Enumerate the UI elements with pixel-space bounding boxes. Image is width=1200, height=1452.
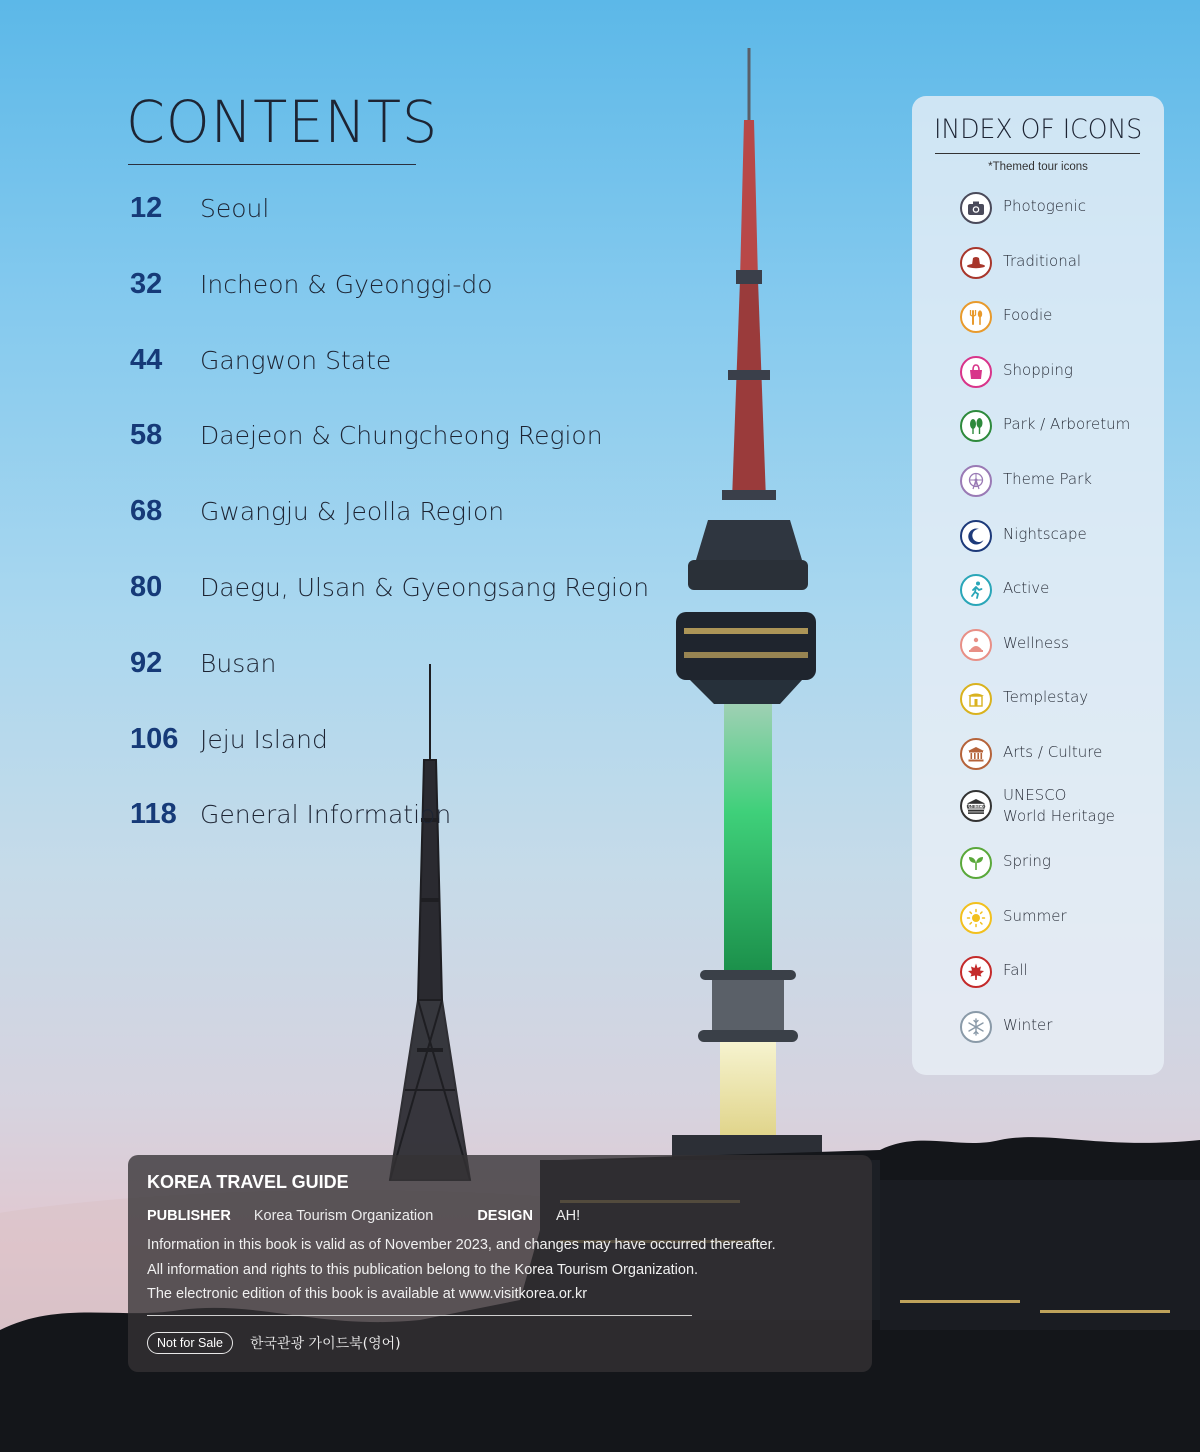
contents-title-underline xyxy=(128,164,416,165)
unesco-icon-text: UNESCO xyxy=(966,803,986,809)
table-of-contents xyxy=(130,192,650,874)
moon-icon xyxy=(960,520,992,552)
rights-note: All information and rights to this publication belong to the Korea Tourism Organization. xyxy=(147,1261,699,1278)
toc-page-number: 106 xyxy=(130,722,179,755)
contents-title: CONTENTS xyxy=(126,88,439,156)
unesco-icon xyxy=(960,790,992,822)
toc-item-incheon[interactable] xyxy=(130,268,650,344)
toc-label: Daejeon & Chungcheong Region xyxy=(200,421,603,451)
toc-page-number: 32 xyxy=(130,267,163,300)
icon-row-winter xyxy=(960,1011,1160,1047)
icon-label: Arts / Culture xyxy=(1003,743,1103,761)
icon-label: Traditional xyxy=(1003,251,1082,270)
publisher-value: Korea Tourism Organization xyxy=(253,1208,434,1224)
toc-label: General Information xyxy=(200,800,452,830)
icon-label xyxy=(1003,785,1115,827)
toc-label: Gangwon State xyxy=(200,345,392,375)
spa-icon xyxy=(960,629,992,661)
gat-hat-icon xyxy=(960,247,992,279)
icon-row-nightscape xyxy=(960,520,1160,556)
design-value: AH! xyxy=(555,1208,581,1224)
toc-item-jeju[interactable] xyxy=(130,723,650,799)
icon-row-arts-culture xyxy=(960,738,1160,774)
icon-label: Nightscape xyxy=(1003,524,1087,543)
icon-row-spring xyxy=(960,847,1160,883)
toc-item-seoul[interactable] xyxy=(130,192,650,268)
shopping-bag-icon xyxy=(960,356,992,388)
footer-divider xyxy=(147,1315,692,1316)
guide-title: KOREA TRAVEL GUIDE xyxy=(147,1172,349,1192)
toc-label: Gwangju & Jeolla Region xyxy=(200,497,505,527)
icon-row-unesco xyxy=(960,786,1160,826)
footer-notes xyxy=(147,1233,776,1307)
runner-icon xyxy=(960,574,992,606)
icon-label: Summer xyxy=(1003,906,1067,925)
icon-label: Shopping xyxy=(1003,360,1073,379)
icon-label: Spring xyxy=(1003,852,1051,871)
toc-item-busan[interactable] xyxy=(130,647,650,723)
icon-row-traditional xyxy=(960,247,1160,283)
toc-page-number: 80 xyxy=(130,570,163,603)
validity-note: Information in this book is valid as of November 2023, and changes may have occurred thereafter. xyxy=(147,1237,776,1253)
icon-row-photogenic xyxy=(960,192,1160,228)
icon-label: Fall xyxy=(1003,961,1028,980)
not-for-sale-badge: Not for Sale xyxy=(147,1332,233,1354)
credits-row xyxy=(147,1208,580,1224)
temple-icon xyxy=(960,683,992,715)
toc-label: Jeju Island xyxy=(200,724,328,754)
toc-label: Daegu, Ulsan & Gyeongsang Region xyxy=(200,572,650,602)
toc-page-number: 68 xyxy=(130,495,163,528)
ferris-wheel-icon xyxy=(960,465,992,497)
toc-page-number: 58 xyxy=(130,419,163,452)
icon-row-wellness xyxy=(960,629,1160,665)
icon-row-templestay xyxy=(960,683,1160,719)
icon-label: Winter xyxy=(1003,1016,1053,1034)
toc-item-general-information[interactable] xyxy=(130,798,650,874)
toc-item-daejeon[interactable] xyxy=(130,419,650,495)
icon-row-theme-park xyxy=(960,465,1160,501)
icon-label: Wellness xyxy=(1003,633,1069,652)
sprout-icon xyxy=(960,847,992,879)
icon-row-active xyxy=(960,574,1160,610)
icon-label: Foodie xyxy=(1003,306,1053,325)
icon-label: Photogenic xyxy=(1003,197,1086,215)
publication-info-box xyxy=(128,1155,872,1372)
icon-label: Templestay xyxy=(1003,688,1089,707)
icon-label: Park / Arboretum xyxy=(1003,415,1131,434)
maple-leaf-icon xyxy=(960,956,992,988)
toc-page-number: 12 xyxy=(130,192,163,224)
icon-row-park xyxy=(960,410,1160,446)
icon-row-shopping xyxy=(960,356,1160,392)
korean-guide-title: 한국관광 가이드북(영어) xyxy=(250,1336,401,1352)
icon-label-line1: UNESCO xyxy=(1003,786,1067,804)
toc-label: Incheon & Gyeonggi-do xyxy=(200,269,493,299)
icon-row-fall xyxy=(960,956,1160,992)
tree-icon xyxy=(960,410,992,442)
toc-label: Seoul xyxy=(200,194,270,223)
icon-index-panel xyxy=(912,96,1164,1075)
toc-item-gwangju[interactable] xyxy=(130,495,650,571)
icon-row-foodie xyxy=(960,301,1160,337)
seoul-tower xyxy=(672,48,822,1165)
toc-item-daegu[interactable] xyxy=(130,571,650,647)
icon-index-title: INDEX OF ICONS xyxy=(934,114,1143,145)
fork-spoon-icon xyxy=(960,301,992,333)
icon-label: Theme Park xyxy=(1003,470,1092,488)
toc-label: Busan xyxy=(200,648,277,678)
snowflake-icon xyxy=(960,1011,992,1043)
icon-index-underline xyxy=(935,153,1140,154)
icon-index-note: *Themed tour icons xyxy=(988,161,1088,173)
toc-page-number: 92 xyxy=(130,646,163,679)
icon-label: Active xyxy=(1003,579,1050,598)
toc-item-gangwon[interactable] xyxy=(130,344,650,420)
electronic-edition-note: The electronic edition of this book is available at www.visitkorea.or.kr xyxy=(147,1286,588,1302)
toc-page-number: 44 xyxy=(130,343,163,376)
publisher-key: PUBLISHER xyxy=(147,1208,231,1224)
camera-icon xyxy=(960,192,992,224)
icon-row-summer xyxy=(960,902,1160,938)
toc-page-number: 118 xyxy=(130,798,177,831)
design-key: DESIGN xyxy=(477,1208,533,1224)
sun-icon xyxy=(960,902,992,934)
icon-label-line2: World Heritage xyxy=(1003,807,1115,825)
museum-icon xyxy=(960,738,992,770)
